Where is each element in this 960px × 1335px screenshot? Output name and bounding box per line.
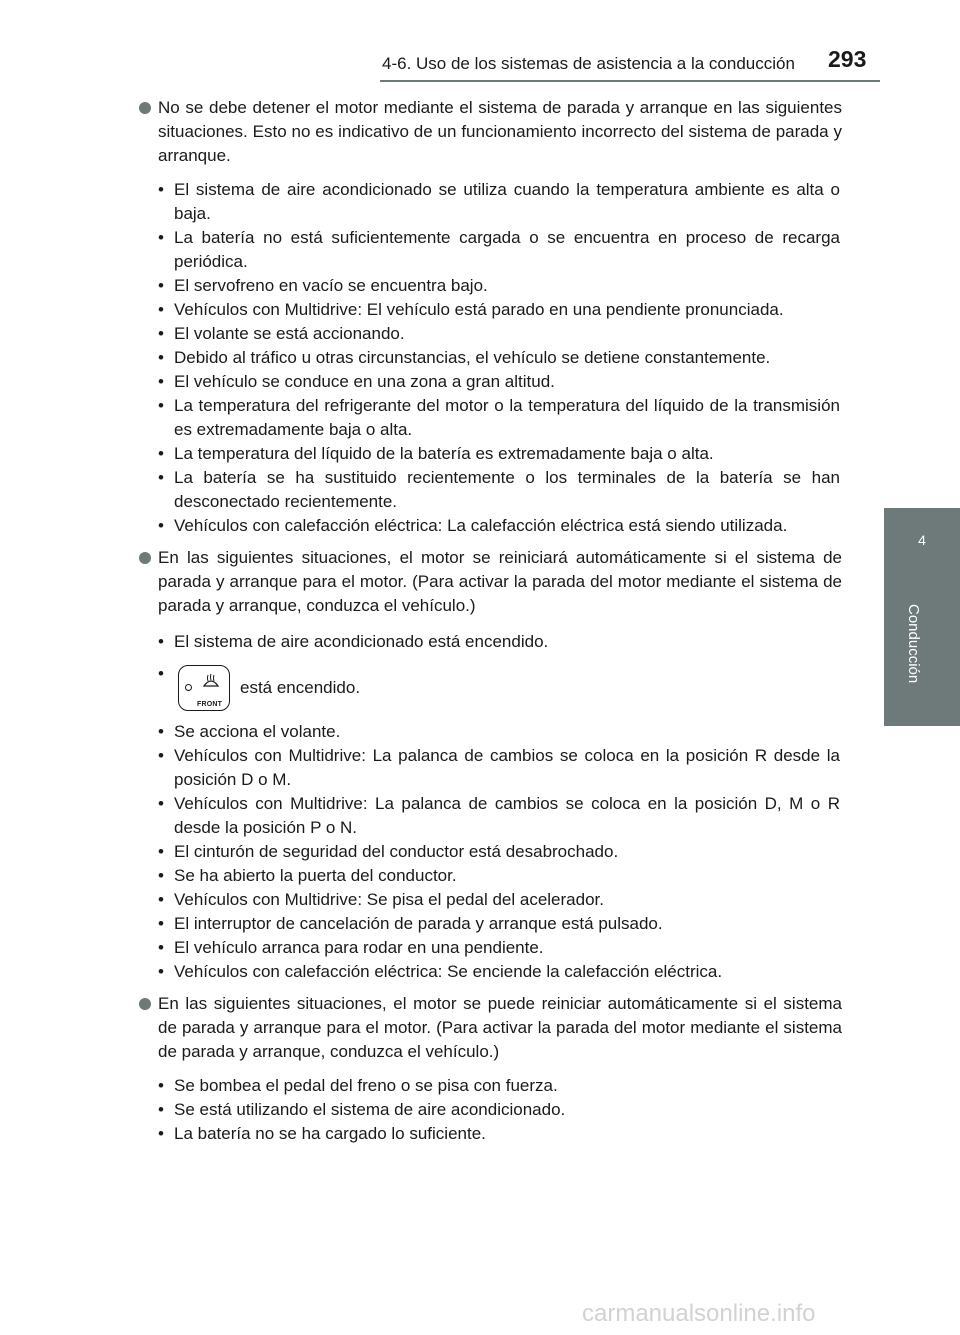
list-item: • Se acciona el volante. — [158, 720, 840, 744]
list-item: • Vehículos con Multidrive: El vehículo está parado en una pendiente pronunciada. — [158, 298, 840, 322]
list-item: • El sistema de aire acondicionado está encendido. — [158, 630, 840, 654]
button-item-text: está encendido. — [240, 678, 361, 697]
indicator-light-icon — [185, 684, 192, 691]
bullet-dot-icon — [139, 998, 151, 1010]
page-header — [0, 0, 960, 84]
section-may-restart — [138, 992, 842, 1146]
list-item: • Vehículos con Multidrive: La palanca de cambios se coloca en la posición D, M o R desde la posición P o N. — [158, 792, 840, 840]
list-item: • Se bombea el pedal del freno o se pisa con fuerza. — [158, 1074, 840, 1098]
front-button-label: • FRONT — [197, 701, 223, 708]
list-item: • La batería no se ha cargado lo suficiente. — [158, 1122, 840, 1146]
bullet-dot-icon — [139, 102, 151, 114]
section-auto-restart — [138, 546, 842, 984]
front-defogger-button — [178, 665, 230, 711]
list-item: • La batería se ha sustituido recientemente o los terminales de la batería se han desconectado recientemente. — [158, 466, 840, 514]
chapter-number: 4 — [918, 532, 926, 548]
bullet-dot-icon — [139, 552, 151, 564]
front-defogger-icon — [201, 672, 221, 694]
list-item: • La temperatura del líquido de la batería es extremadamente baja o alta. — [158, 442, 840, 466]
header-rule — [380, 80, 880, 82]
section-heading: En las siguientes situaciones, el motor se puede reiniciar automáticamente si el sistema de parada y arranque para el motor. (Para activar la parada del motor mediante el sistema de parada y arranque, conduzca el vehículo.) — [158, 994, 842, 1061]
list-item: • Vehículos con calefacción eléctrica: Se enciende la calefacción eléctrica. — [158, 960, 840, 984]
condition-list — [158, 1074, 840, 1146]
chapter-tab — [884, 508, 960, 588]
list-item: • Se está utilizando el sistema de aire acondicionado. — [158, 1098, 840, 1122]
condition-list — [158, 178, 840, 538]
watermark: carmanualsonline.info — [582, 1300, 816, 1327]
list-item: • El vehículo se conduce en una zona a gran altitud. — [158, 370, 840, 394]
list-item: • Vehículos con Multidrive: La palanca de cambios se coloca en la posición R desde la posición D o M. — [158, 744, 840, 792]
section-heading: En las siguientes situaciones, el motor se reiniciará automáticamente si el sistema de parada y arranque para el motor. (Para activar la parada del motor mediante el sistema de parada y arranque, conduzca el vehículo.) — [158, 548, 842, 615]
condition-list — [158, 630, 840, 984]
list-item: • El servofreno en vacío se encuentra bajo. — [158, 274, 840, 298]
list-item: • El volante se está accionando. — [158, 322, 840, 346]
section-title: 4-6. Uso de los sistemas de asistencia a la conducción — [382, 54, 795, 73]
list-item: • El cinturón de seguridad del conductor está desabrochado. — [158, 840, 840, 864]
list-item: • Debido al tráfico u otras circunstancias, el vehículo se detiene constantemente. — [158, 346, 840, 370]
list-item: • El sistema de aire acondicionado se utiliza cuando la temperatura ambiente es alta o baja. — [158, 178, 840, 226]
chapter-tab-bar — [884, 588, 960, 726]
list-item: • La temperatura del refrigerante del motor o la temperatura del líquido de la transmisión es extremadamente baja o alta. — [158, 394, 840, 442]
page-number: 293 — [828, 46, 867, 72]
section-no-stop — [138, 96, 842, 538]
section-heading: No se debe detener el motor mediante el sistema de parada y arranque en las siguientes situaciones. Esto no es indicativo de un funcionamiento incorrecto del sistema de parada y arranque. — [158, 98, 842, 165]
page-content — [138, 96, 842, 1154]
list-item: • El interruptor de cancelación de parada y arranque está pulsado. — [158, 912, 840, 936]
list-item: • Vehículos con Multidrive: Se pisa el pedal del acelerador. — [158, 888, 840, 912]
list-item: • El vehículo arranca para rodar en una pendiente. — [158, 936, 840, 960]
list-item-button — [158, 662, 840, 714]
list-item: • Vehículos con calefacción eléctrica: La calefacción eléctrica está siendo utilizada. — [158, 514, 840, 538]
list-item: • La batería no está suficientemente cargada o se encuentra en proceso de recarga periódica. — [158, 226, 840, 274]
list-item: • Se ha abierto la puerta del conductor. — [158, 864, 840, 888]
chapter-label: Conducción — [905, 604, 922, 684]
